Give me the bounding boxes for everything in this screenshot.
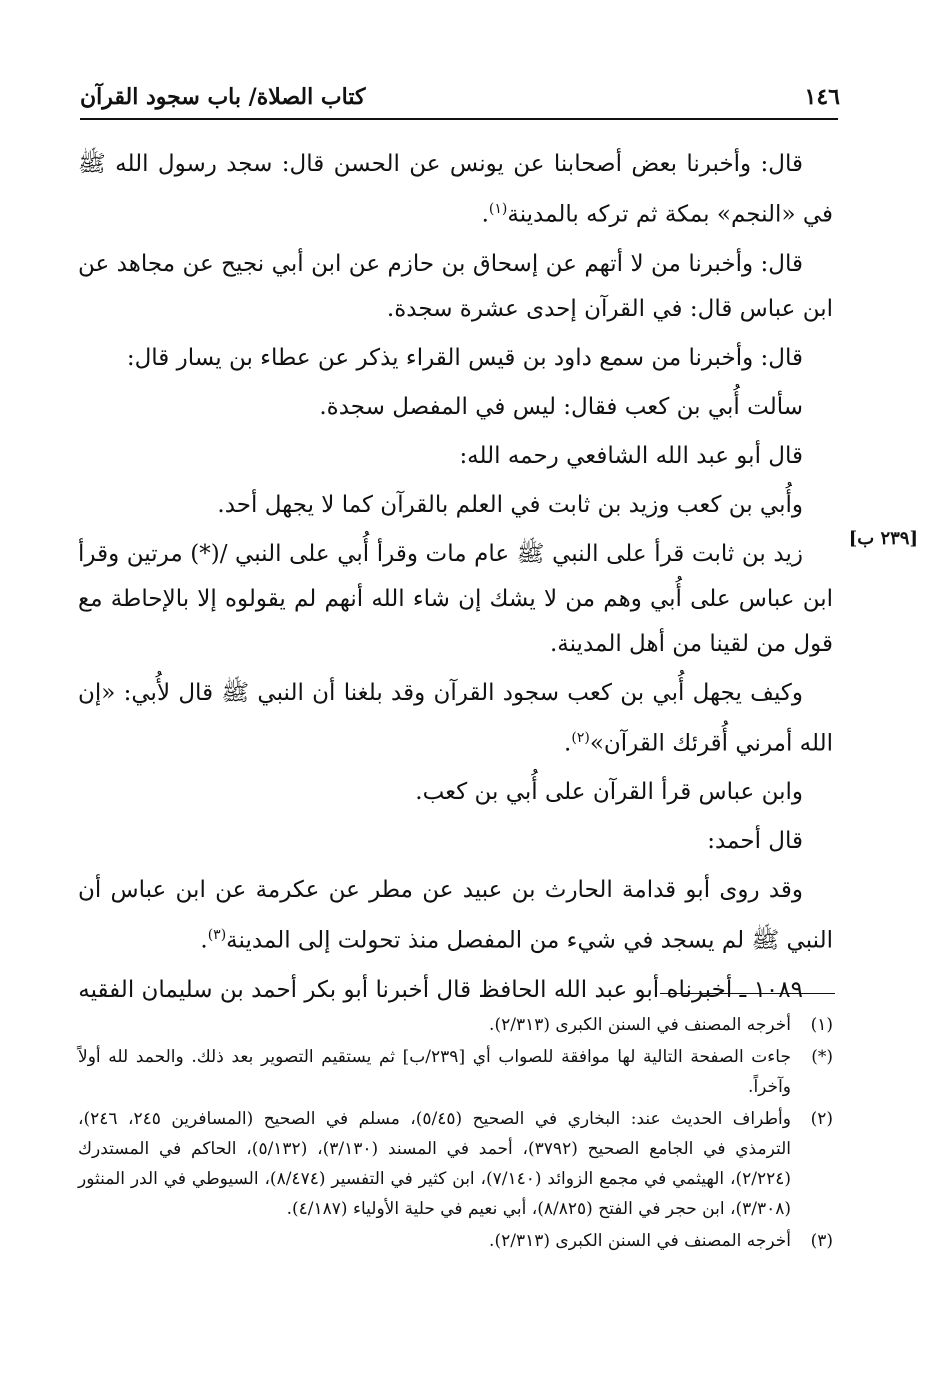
- main-text: [78, 142, 833, 1017]
- footnote-number: (١): [810, 1015, 833, 1035]
- footnote-number: (٣): [810, 1231, 833, 1251]
- paragraph-12: ١٠٨٩ ـ أخبرناه أبو عبد الله الحافظ قال أخبرنا أبو بكر أحمد بن سليمان الفقيه: [78, 976, 803, 1003]
- paragraph-7: زيد بن ثابت قرأ على النبي ﷺ عام مات وقرأ أُبي على النبي /(*) مرتين وقرأ ابن عباس على أُبي وهم من لا يشك إن شاء الله أنهم لم يقولوه إلا بالإحاطة مع قول من لقينا من أهل المدينة.: [78, 540, 833, 657]
- footnote-rule: [660, 993, 835, 994]
- running-header: [80, 70, 840, 110]
- footnote-3: [78, 1226, 833, 1256]
- footnote-star: [78, 1042, 833, 1102]
- footnote-number: (*): [811, 1047, 833, 1067]
- paragraph-3: قال: وأخبرنا من سمع داود بن قيس القراء يذكر عن عطاء بن يسار قال:: [126, 344, 803, 371]
- chapter-title: كتاب الصلاة/ باب سجود القرآن: [80, 84, 366, 110]
- paragraph-4: سألت أُبي بن كعب فقال: ليس في المفصل سجدة.: [319, 393, 803, 420]
- margin-folio-note: [٢٣٩ ب]: [848, 528, 918, 549]
- paragraph-9: وابن عباس قرأ القرآن على أُبي بن كعب.: [415, 779, 803, 806]
- footnote-text: أخرجه المصنف في السنن الكبرى (٢/٣١٣).: [489, 1231, 791, 1251]
- footnote-text: أخرجه المصنف في السنن الكبرى (٢/٣١٣).: [489, 1015, 791, 1035]
- paragraph-2: قال: وأخبرنا من لا أتهم عن إسحاق بن حازم عن ابن أبي نجيح عن مجاهد عن ابن عباس قال: في القرآن إحدى عشرة سجدة.: [78, 250, 833, 322]
- footnote-ref: (٢): [571, 729, 590, 746]
- footnote-number: (٢): [810, 1109, 833, 1129]
- footnote-text: جاءت الصفحة التالية لها موافقة للصواب أي [٢٣٩/ب] ثم يستقيم التصوير بعد ذلك. والحمد لله أولاً وآخراً.: [78, 1047, 791, 1097]
- footnote-ref: (٣): [207, 927, 227, 944]
- paragraph-6: وأُبي بن كعب وزيد بن ثابت في العلم بالقرآن كما لا يجهل أحد.: [217, 491, 803, 518]
- footnote-1: [78, 1010, 833, 1040]
- paragraph-8: وكيف يجهل أُبي بن كعب سجود القرآن وقد بلغنا أن النبي ﷺ قال لأُبي: «إن الله أمرني أُقرئك القرآن»$^{(٢)}$.: [78, 679, 833, 757]
- footnote-2: [78, 1104, 833, 1224]
- footnote-ref: (١): [488, 201, 508, 217]
- footnote-text: وأطراف الحديث عند: البخاري في الصحيح (٥/٤٥)، مسلم في الصحيح (المسافرين ٢٤٥، ٢٤٦)، الترمذي في الجامع الصحيح (٣٧٩٢)، أحمد في المسند (٣/١٣٠)، (٥/١٣٢)، الحاكم في المستدرك (٢/٢٢٤)، الهيثمي في مجمع الزوائد (٧/١٤٠)، ابن كثير في التفسير (٨/٤٧٤)، السيوطي في الدر المنثور (٣/٣٠٨)، ابن حجر في الفتح (٨/٨٢٥)، أبي نعيم في حلية الأولياء (٤/١٨٧).: [78, 1109, 791, 1219]
- header-rule: [80, 118, 838, 120]
- footnotes: [78, 1010, 833, 1258]
- paragraph-1: قال: وأخبرنا بعض أصحابنا عن يونس عن الحسن قال: سجد رسول الله ﷺ في «النجم» بمكة ثم تركه بالمدينة$^{(١)}$.: [78, 151, 833, 228]
- page-number: ١٤٦: [804, 84, 840, 110]
- paragraph-5: قال أبو عبد الله الشافعي رحمه الله:: [459, 442, 803, 469]
- paragraph-10: قال أحمد:: [707, 828, 803, 855]
- paragraph-11: وقد روى أبو قدامة الحارث بن عبيد عن مطر عن عكرمة عن ابن عباس أن النبي ﷺ لم يسجد في شيء من المفصل منذ تحولت إلى المدينة$^{(٣)}$.: [78, 877, 833, 954]
